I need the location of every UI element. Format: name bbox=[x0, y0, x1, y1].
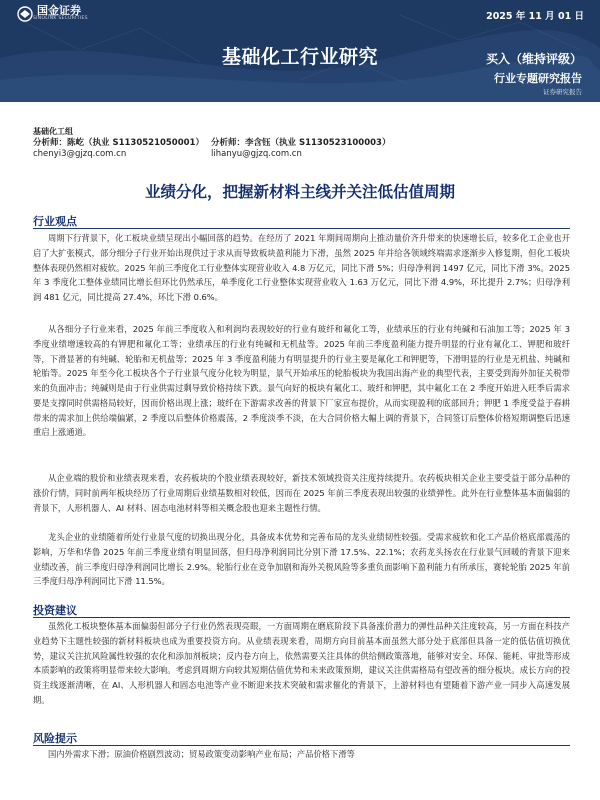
investment-rating: 买入（维持评级） bbox=[485, 52, 582, 66]
section-heading-view: 行业观点 bbox=[33, 215, 77, 228]
paragraph-5: 虽然化工板块整体基本面偏弱但部分子行业仍然表现亮眼，一方面周期在磨底阶段下具备涨价潜力的弹性品种关注度较高，另一方面在科技产业趋势下主题性较强的新材料板块也成为重要投资方向。从业绩表现来看，周期方向目前基本面虽然大部分处于底部但具备一定的低估值切换优势，建议关注抗风险属性较强的农化和添加剂板块；反内卷方向上，依然需要关注具体的供给侧政策落地，能够对安全、环保、能耗、审批等形成本质影响的政策将明显带来较大影响。考虑到周期方向较其短期估值优势和未来政策预期，建议关注供需格局有望改善的细分板块。成长方向的投资主线逐渐清晰，在 AI、人形机器人和固态电池等产业不断迎来技术突破和需求催化的背景下，上游材料也有望随着下游产业一同步入高速发展期。 bbox=[33, 621, 570, 705]
logo-text: 国金证券 bbox=[37, 4, 81, 17]
section-heading-risk: 风险提示 bbox=[33, 732, 77, 745]
department-label: 证券研究报告 bbox=[543, 88, 582, 96]
analyst-1-email[interactable]: chenyi3@gjzq.com.cn bbox=[33, 149, 127, 159]
logo-subtext: SINOLINK SECURITIES bbox=[33, 16, 88, 21]
section-divider bbox=[33, 617, 570, 618]
analyst-1: 分析师：陈屹（执业 S1130521050001） bbox=[33, 137, 204, 148]
analyst-2-email[interactable]: lihanyu@gjzq.com.cn bbox=[211, 149, 302, 159]
section-divider bbox=[33, 745, 570, 746]
paragraph-2: 从各细分子行业来看，2025 年前三季度收入和利润均表现较好的行业有玻纤和氟化工等，业绩承压的行业有纯碱和石油加工等；2025 年 3 季度业绩增速较高的有钾肥和氟化工等；业绩承压的行业有纯碱和无机盐等。2025 年前三季度盈利能力提升明显的行业有氟化工、钾肥和玻纤等，下滑显著的有纯碱、轮胎和无机盐等；2025 年 3 季度盈利能力有明显提升的行业主要是氟化工和钾肥等，下滑明显的行业是无机盐、纯碱和轮胎等。2025 年至今化工板块各个子行业景气度分化较为明显，景气开始承压的轮胎板块为我国出海产业的典型代表，主要受到海外加征关税带来的负面冲击；纯碱则是由于行业供需过剩导致价格持续下跌。景气向好的板块有氟化工、玻纤和钾肥，其中氟化工在 2 季度开始进入旺季后需求要是支撑同时供需格局较好，因而价格出现上涨；玻纤在下游需求改善的背景下厂家宣布提价，从而实现盈利的底部回升；钾肥 1 季度受益于春耕带来的需求加上供给端偏紧，2 季度以后整体价格震荡，2 季度淡季不淡，在大合同价格大幅上调的背景下，合同签订后整体价格短期调整后迅速重启上涨通道。 bbox=[33, 324, 570, 438]
paragraph-1: 周期下行背景下，化工板块业绩呈现出小幅回落的趋势。在经历了 2021 年期间周期向上推动量价齐升带来的快速增长后，较多化工企业也开启了大扩张模式，部分细分子行业开始出现供过于求从而导致板块盈利能力下滑，虽然 2025 年并给各领域终端需求逐渐步入修复期，但化工板块整体表现仍然相对疲软。2025 年前三季度化工行业整体实现营业收入 4.8 万亿元，同比下滑 5%；归母净利润 1497 亿元，同比下滑 3%。2025 年 3 季度化工整体业绩同比增长但环比仍然承压，单季度化工行业整体实现营业收入 1.63 万亿元，同比下滑 4.9%，环比提升 2.7%；归母净利润 481 亿元，同比提高 27.4%，环比下滑 0.6%。 bbox=[33, 233, 570, 302]
section-divider bbox=[33, 228, 570, 229]
report-type: 行业专题研究报告 bbox=[494, 72, 582, 85]
section-heading-advice: 投资建议 bbox=[33, 604, 77, 617]
report-headline: 业绩分化，把握新材料主线并关注低估值周期 bbox=[144, 183, 455, 201]
logo-globe-icon bbox=[17, 6, 33, 22]
report-header bbox=[0, 0, 600, 102]
analyst-block bbox=[33, 126, 573, 161]
risk-text: 国内外需求下滑；原油价格剧烈波动；贸易政策变动影响产业布局；产品价格下滑等 bbox=[47, 749, 355, 759]
analyst-2: 分析师：李含钰（执业 S1130523100003） bbox=[211, 137, 391, 148]
paragraph-3: 从企业端的股价和业绩表现来看，农药板块的个股业绩表现较好，新技术领域投资关注度持续提升。农药板块相关企业主要受益于部分品种的涨价行情，同时前两年板块经历了行业周期后业绩基数相对较低，因而在 2025 年前三季度表现出较强的业绩弹性。此外在行业整体基本面偏弱的背景下，人形机器人、AI 材料、固态电池材料等相关概念股也迎来主题性行情。 bbox=[33, 473, 570, 513]
paragraph-4: 龙头企业的业绩随着所处行业景气度的切换出现分化，具备成本优势和完善布局的龙头业绩韧性较强。受需求疲软和化工产品价格底部震荡的影响，万华和华鲁 2025 年前三季度业绩有明显回落，但归母净利润同比分别下滑 17.5%、22.1%；农药龙头扬农在行业景气回暖的背景下迎来业绩改善，前三季度归母净利润同比增长 2.9%。轮胎行业在竞争加剧和海外关税风险等多重负面影响下盈利能力有所承压，赛轮轮胎 2025 年前三季度归母净利润同比下滑 11.5%。 bbox=[33, 532, 570, 587]
report-date: 2025 年 11 月 01 日 bbox=[486, 11, 584, 22]
team-name: 基础化工组 bbox=[33, 127, 73, 136]
report-title: 基础化工行业研究 bbox=[221, 46, 378, 68]
sinolink-logo bbox=[17, 5, 88, 22]
